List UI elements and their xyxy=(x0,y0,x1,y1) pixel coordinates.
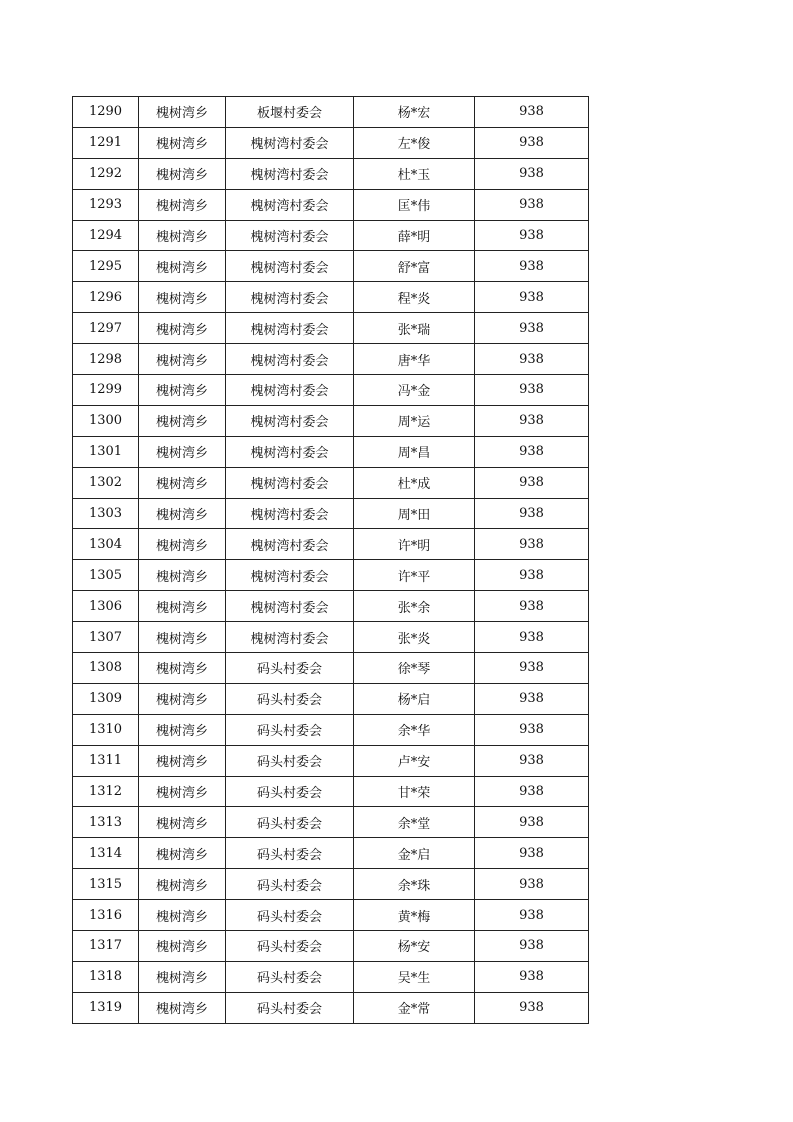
serial-number-cell: 1302 xyxy=(73,467,139,498)
amount-cell: 938 xyxy=(475,282,589,313)
name-cell: 余*华 xyxy=(354,714,475,745)
amount-cell: 938 xyxy=(475,251,589,282)
table-row xyxy=(73,560,589,591)
name-cell: 冯*金 xyxy=(354,375,475,406)
township-cell: 槐树湾乡 xyxy=(139,313,226,344)
table-row xyxy=(73,838,589,869)
serial-number-cell: 1306 xyxy=(73,591,139,622)
table-row xyxy=(73,127,589,158)
table-row xyxy=(73,714,589,745)
table-row xyxy=(73,313,589,344)
village-committee-cell: 槐树湾村委会 xyxy=(226,436,354,467)
table-row xyxy=(73,251,589,282)
serial-number-cell: 1313 xyxy=(73,807,139,838)
name-cell: 匡*伟 xyxy=(354,189,475,220)
village-committee-cell: 槐树湾村委会 xyxy=(226,529,354,560)
roster-table xyxy=(72,96,589,1024)
table-row xyxy=(73,961,589,992)
township-cell: 槐树湾乡 xyxy=(139,220,226,251)
village-committee-cell: 槐树湾村委会 xyxy=(226,282,354,313)
village-committee-cell: 槐树湾村委会 xyxy=(226,313,354,344)
amount-cell: 938 xyxy=(475,436,589,467)
township-cell: 槐树湾乡 xyxy=(139,560,226,591)
township-cell: 槐树湾乡 xyxy=(139,869,226,900)
table-row xyxy=(73,900,589,931)
amount-cell: 938 xyxy=(475,375,589,406)
amount-cell: 938 xyxy=(475,344,589,375)
serial-number-cell: 1314 xyxy=(73,838,139,869)
amount-cell: 938 xyxy=(475,807,589,838)
serial-number-cell: 1304 xyxy=(73,529,139,560)
name-cell: 杨*安 xyxy=(354,931,475,962)
township-cell: 槐树湾乡 xyxy=(139,405,226,436)
amount-cell: 938 xyxy=(475,653,589,684)
serial-number-cell: 1317 xyxy=(73,931,139,962)
name-cell: 周*运 xyxy=(354,405,475,436)
amount-cell: 938 xyxy=(475,591,589,622)
name-cell: 张*炎 xyxy=(354,622,475,653)
township-cell: 槐树湾乡 xyxy=(139,375,226,406)
township-cell: 槐树湾乡 xyxy=(139,529,226,560)
amount-cell: 938 xyxy=(475,220,589,251)
amount-cell: 938 xyxy=(475,992,589,1023)
table-row xyxy=(73,282,589,313)
name-cell: 杜*成 xyxy=(354,467,475,498)
village-committee-cell: 槐树湾村委会 xyxy=(226,405,354,436)
table-row xyxy=(73,467,589,498)
serial-number-cell: 1315 xyxy=(73,869,139,900)
table-row xyxy=(73,436,589,467)
amount-cell: 938 xyxy=(475,622,589,653)
village-committee-cell: 槐树湾村委会 xyxy=(226,467,354,498)
amount-cell: 938 xyxy=(475,97,589,128)
village-committee-cell: 板堰村委会 xyxy=(226,97,354,128)
village-committee-cell: 槐树湾村委会 xyxy=(226,560,354,591)
township-cell: 槐树湾乡 xyxy=(139,344,226,375)
roster-table-body xyxy=(73,97,589,1024)
township-cell: 槐树湾乡 xyxy=(139,653,226,684)
village-committee-cell: 槐树湾村委会 xyxy=(226,189,354,220)
serial-number-cell: 1293 xyxy=(73,189,139,220)
township-cell: 槐树湾乡 xyxy=(139,97,226,128)
township-cell: 槐树湾乡 xyxy=(139,931,226,962)
serial-number-cell: 1310 xyxy=(73,714,139,745)
amount-cell: 938 xyxy=(475,838,589,869)
name-cell: 许*明 xyxy=(354,529,475,560)
serial-number-cell: 1311 xyxy=(73,745,139,776)
township-cell: 槐树湾乡 xyxy=(139,127,226,158)
village-committee-cell: 槐树湾村委会 xyxy=(226,498,354,529)
serial-number-cell: 1309 xyxy=(73,683,139,714)
table-row xyxy=(73,591,589,622)
table-row xyxy=(73,97,589,128)
name-cell: 舒*富 xyxy=(354,251,475,282)
table-row xyxy=(73,653,589,684)
name-cell: 余*珠 xyxy=(354,869,475,900)
name-cell: 许*平 xyxy=(354,560,475,591)
village-committee-cell: 码头村委会 xyxy=(226,931,354,962)
village-committee-cell: 码头村委会 xyxy=(226,807,354,838)
village-committee-cell: 槐树湾村委会 xyxy=(226,127,354,158)
township-cell: 槐树湾乡 xyxy=(139,714,226,745)
table-row xyxy=(73,189,589,220)
name-cell: 杜*玉 xyxy=(354,158,475,189)
table-row xyxy=(73,375,589,406)
village-committee-cell: 码头村委会 xyxy=(226,776,354,807)
township-cell: 槐树湾乡 xyxy=(139,683,226,714)
village-committee-cell: 槐树湾村委会 xyxy=(226,591,354,622)
name-cell: 余*堂 xyxy=(354,807,475,838)
amount-cell: 938 xyxy=(475,189,589,220)
amount-cell: 938 xyxy=(475,158,589,189)
table-row xyxy=(73,529,589,560)
amount-cell: 938 xyxy=(475,529,589,560)
table-row xyxy=(73,807,589,838)
table-row xyxy=(73,220,589,251)
serial-number-cell: 1318 xyxy=(73,961,139,992)
serial-number-cell: 1308 xyxy=(73,653,139,684)
serial-number-cell: 1300 xyxy=(73,405,139,436)
amount-cell: 938 xyxy=(475,127,589,158)
village-committee-cell: 码头村委会 xyxy=(226,900,354,931)
table-row xyxy=(73,683,589,714)
serial-number-cell: 1294 xyxy=(73,220,139,251)
serial-number-cell: 1298 xyxy=(73,344,139,375)
name-cell: 张*瑞 xyxy=(354,313,475,344)
amount-cell: 938 xyxy=(475,714,589,745)
name-cell: 薛*明 xyxy=(354,220,475,251)
village-committee-cell: 槐树湾村委会 xyxy=(226,251,354,282)
table-row xyxy=(73,931,589,962)
name-cell: 徐*琴 xyxy=(354,653,475,684)
village-committee-cell: 槐树湾村委会 xyxy=(226,344,354,375)
serial-number-cell: 1316 xyxy=(73,900,139,931)
amount-cell: 938 xyxy=(475,405,589,436)
name-cell: 吴*生 xyxy=(354,961,475,992)
table-row xyxy=(73,776,589,807)
amount-cell: 938 xyxy=(475,869,589,900)
village-committee-cell: 码头村委会 xyxy=(226,683,354,714)
name-cell: 程*炎 xyxy=(354,282,475,313)
serial-number-cell: 1319 xyxy=(73,992,139,1023)
name-cell: 杨*宏 xyxy=(354,97,475,128)
village-committee-cell: 槐树湾村委会 xyxy=(226,158,354,189)
village-committee-cell: 槐树湾村委会 xyxy=(226,220,354,251)
name-cell: 甘*荣 xyxy=(354,776,475,807)
name-cell: 张*余 xyxy=(354,591,475,622)
name-cell: 周*田 xyxy=(354,498,475,529)
township-cell: 槐树湾乡 xyxy=(139,622,226,653)
township-cell: 槐树湾乡 xyxy=(139,900,226,931)
township-cell: 槐树湾乡 xyxy=(139,961,226,992)
township-cell: 槐树湾乡 xyxy=(139,498,226,529)
township-cell: 槐树湾乡 xyxy=(139,436,226,467)
serial-number-cell: 1299 xyxy=(73,375,139,406)
name-cell: 唐*华 xyxy=(354,344,475,375)
name-cell: 周*昌 xyxy=(354,436,475,467)
table-row xyxy=(73,405,589,436)
amount-cell: 938 xyxy=(475,467,589,498)
township-cell: 槐树湾乡 xyxy=(139,591,226,622)
village-committee-cell: 码头村委会 xyxy=(226,745,354,776)
township-cell: 槐树湾乡 xyxy=(139,189,226,220)
amount-cell: 938 xyxy=(475,683,589,714)
serial-number-cell: 1297 xyxy=(73,313,139,344)
table-row xyxy=(73,344,589,375)
serial-number-cell: 1291 xyxy=(73,127,139,158)
serial-number-cell: 1307 xyxy=(73,622,139,653)
amount-cell: 938 xyxy=(475,900,589,931)
table-row xyxy=(73,992,589,1023)
serial-number-cell: 1292 xyxy=(73,158,139,189)
serial-number-cell: 1303 xyxy=(73,498,139,529)
township-cell: 槐树湾乡 xyxy=(139,776,226,807)
serial-number-cell: 1295 xyxy=(73,251,139,282)
serial-number-cell: 1312 xyxy=(73,776,139,807)
table-row xyxy=(73,745,589,776)
name-cell: 金*启 xyxy=(354,838,475,869)
amount-cell: 938 xyxy=(475,498,589,529)
village-committee-cell: 码头村委会 xyxy=(226,838,354,869)
township-cell: 槐树湾乡 xyxy=(139,251,226,282)
township-cell: 槐树湾乡 xyxy=(139,467,226,498)
township-cell: 槐树湾乡 xyxy=(139,807,226,838)
amount-cell: 938 xyxy=(475,931,589,962)
township-cell: 槐树湾乡 xyxy=(139,838,226,869)
village-committee-cell: 码头村委会 xyxy=(226,992,354,1023)
township-cell: 槐树湾乡 xyxy=(139,992,226,1023)
table-row xyxy=(73,869,589,900)
township-cell: 槐树湾乡 xyxy=(139,158,226,189)
township-cell: 槐树湾乡 xyxy=(139,745,226,776)
village-committee-cell: 码头村委会 xyxy=(226,653,354,684)
table-row xyxy=(73,498,589,529)
village-committee-cell: 码头村委会 xyxy=(226,869,354,900)
village-committee-cell: 码头村委会 xyxy=(226,961,354,992)
serial-number-cell: 1290 xyxy=(73,97,139,128)
amount-cell: 938 xyxy=(475,313,589,344)
name-cell: 金*常 xyxy=(354,992,475,1023)
name-cell: 黄*梅 xyxy=(354,900,475,931)
serial-number-cell: 1296 xyxy=(73,282,139,313)
name-cell: 卢*安 xyxy=(354,745,475,776)
amount-cell: 938 xyxy=(475,776,589,807)
name-cell: 左*俊 xyxy=(354,127,475,158)
village-committee-cell: 槐树湾村委会 xyxy=(226,375,354,406)
serial-number-cell: 1305 xyxy=(73,560,139,591)
amount-cell: 938 xyxy=(475,961,589,992)
amount-cell: 938 xyxy=(475,560,589,591)
name-cell: 杨*启 xyxy=(354,683,475,714)
village-committee-cell: 码头村委会 xyxy=(226,714,354,745)
township-cell: 槐树湾乡 xyxy=(139,282,226,313)
village-committee-cell: 槐树湾村委会 xyxy=(226,622,354,653)
table-row xyxy=(73,158,589,189)
serial-number-cell: 1301 xyxy=(73,436,139,467)
amount-cell: 938 xyxy=(475,745,589,776)
table-row xyxy=(73,622,589,653)
